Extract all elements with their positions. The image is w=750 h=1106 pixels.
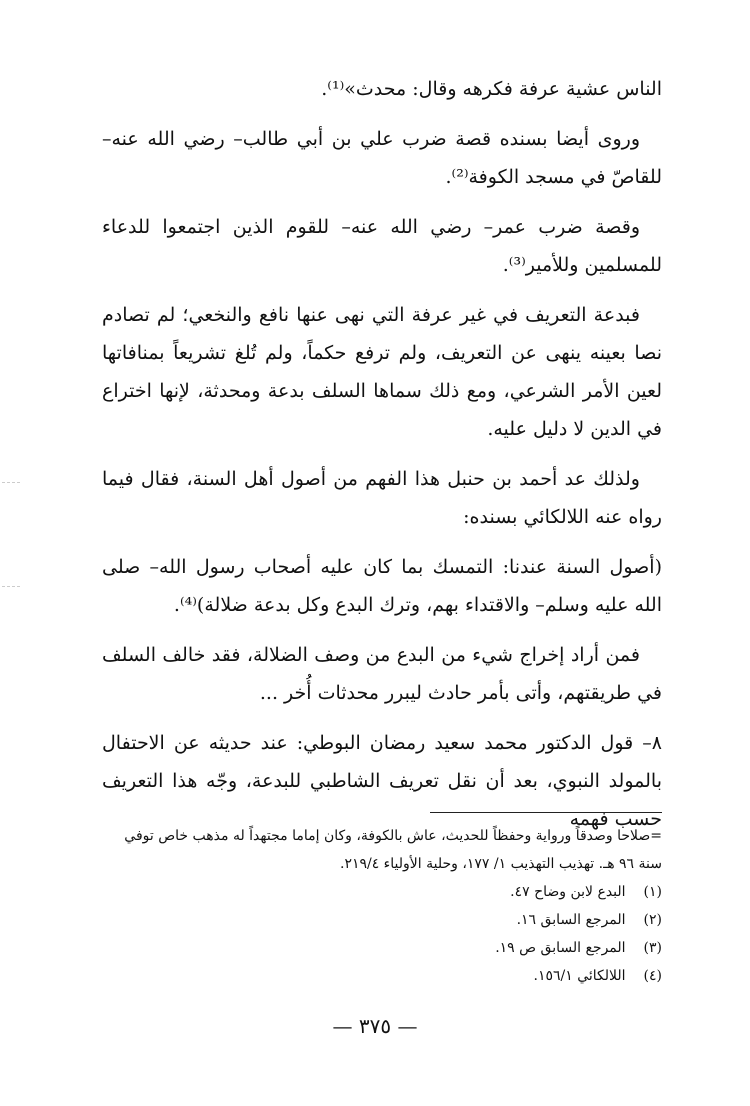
footnote-item [102, 906, 662, 934]
main-text [102, 70, 662, 850]
footnote-text: اللالكائي ١٥٦/١. [533, 968, 626, 984]
footnote-number: (٢) [643, 912, 662, 928]
footnote-item [102, 962, 662, 990]
footnotes [102, 822, 662, 990]
footnote-number: (٣) [643, 940, 662, 956]
footnote-item [102, 878, 662, 906]
paragraph: وروى أيضا بسنده قصة ضرب علي بن أبي طالب– رضي الله عنه– للقاصّ في مسجد الكوفة⁽²⁾. [102, 128, 662, 188]
page-number: — ٣٧٥ — [332, 1014, 418, 1038]
footnote-continuation: =صلاحا وصدقاً ورواية وحفظاً للحديث، عاش بالكوفة، وكان إماما مجتهداً له مذهب خاص توفي سنة ٩٦ هـ. تهذيب التهذيب ١/ ١٧٧، وحلية الأولياء ٢١٩/٤. [124, 828, 662, 872]
margin-mark [2, 586, 20, 587]
paragraph: ٨– قول الدكتور محمد سعيد رمضان البوطي: عند حديثه عن الاحتفال بالمولد النبوي، بعد أن نقل تعريف الشاطبي للبدعة، وجّه هذا التعريف حسب فهمه [102, 732, 662, 830]
paragraph: الناس عشية عرفة فكرهه وقال: محدث»⁽¹⁾. [321, 78, 662, 100]
footnote-text: المرجع السابق ص ١٩. [495, 940, 626, 956]
paragraph: ولذلك عد أحمد بن حنبل هذا الفهم من أصول أهل السنة، فقال فيما رواه عنه اللالكائي بسنده: [102, 468, 662, 528]
footnote-separator [430, 812, 662, 813]
footnote-number: (٤) [643, 968, 662, 984]
margin-mark [2, 482, 20, 483]
paragraph: فبدعة التعريف في غير عرفة التي نهى عنها نافع والنخعي؛ لم تصادم نصا بعينه ينهى عن التعريف، ولم ترفع حكماً، ولم تُلغ تشريعاً بمنافاتها لعين الأمر الشرعي، ومع ذلك سماها السلف بدعة ومحدثة، لإنها اختراع في الدين لا دليل عليه. [102, 304, 662, 440]
footnote-number: (١) [643, 884, 662, 900]
paragraph: فمن أراد إخراج شيء من البدع من وصف الضلالة، فقد خالف السلف في طريقتهم، وأتى بأمر حادث ليبرر محدثات أُخر ... [102, 644, 662, 704]
quote-paragraph: (أصول السنة عندنا: التمسك بما كان عليه أصحاب رسول الله– صلى الله عليه وسلم– والاقتداء بهم، وترك البدع وكل بدعة ضلالة)⁽⁴⁾. [102, 556, 662, 616]
footnote-text: المرجع السابق ١٦. [516, 912, 626, 928]
footnote-text: البدع لابن وضاح ٤٧. [510, 884, 626, 900]
paragraph: وقصة ضرب عمر– رضي الله عنه– للقوم الذين اجتمعوا للدعاء للمسلمين وللأمير⁽³⁾. [102, 216, 662, 276]
footnote-item [102, 934, 662, 962]
